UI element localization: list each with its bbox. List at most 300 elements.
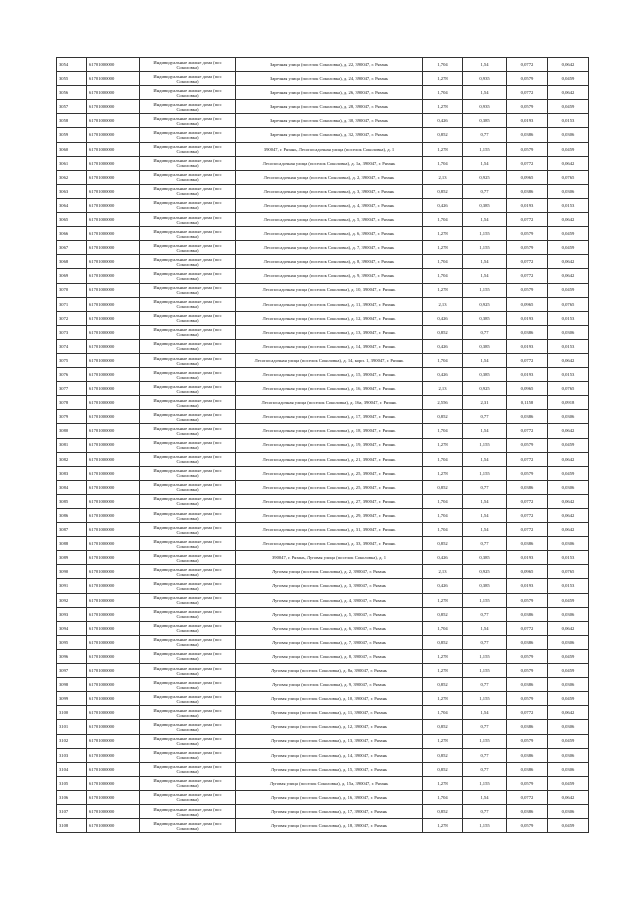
value-cell-2: 1,54 [463, 523, 507, 537]
object-type-cell: Индивидуальные жилые дома (пос Соколовка) [140, 480, 236, 494]
value-cell-1: 0,426 [423, 551, 463, 565]
address-cell: Лесопосадочная улица (поселок Соколовка), д. 17, 390047, г. Рязань [236, 410, 423, 424]
oktmo-code-cell: 61701000000 [87, 184, 140, 198]
value-cell-2: 0,935 [463, 100, 507, 114]
object-type-cell: Индивидуальные жилые дома (пос Соколовка) [140, 325, 236, 339]
value-cell-2: 1,54 [463, 255, 507, 269]
row-number-cell: 3065 [57, 213, 87, 227]
oktmo-code-cell: 61701000000 [87, 368, 140, 382]
row-number-cell: 3062 [57, 170, 87, 184]
row-number-cell: 3057 [57, 100, 87, 114]
value-cell-2: 1,155 [463, 438, 507, 452]
address-cell: Лесопосадочная улица (поселок Соколовка), д. 15, 390047, г. Рязань [236, 368, 423, 382]
object-type-cell: Индивидуальные жилые дома (пос Соколовка) [140, 227, 236, 241]
table-row [57, 72, 589, 86]
address-cell: Лесопосадочная улица (поселок Соколовка), д. 12, 390047, г. Рязань [236, 311, 423, 325]
value-cell-2: 1,155 [463, 466, 507, 480]
oktmo-code-cell: 61701000000 [87, 664, 140, 678]
value-cell-2: 1,54 [463, 452, 507, 466]
address-cell: Заречная улица (поселок Соколовка), д. 22, 390047, г. Рязань [236, 58, 423, 72]
value-cell-1: 0,426 [423, 368, 463, 382]
row-number-cell: 3056 [57, 86, 87, 100]
value-cell-1: 0,852 [423, 325, 463, 339]
address-cell: Лесопосадочная улица (поселок Соколовка), д. 11, 390047, г. Рязань [236, 297, 423, 311]
oktmo-code-cell: 61701000000 [87, 466, 140, 480]
value-cell-3: 0,0579 [507, 142, 548, 156]
value-cell-1: 1,704 [423, 621, 463, 635]
row-number-cell: 3078 [57, 396, 87, 410]
table-row [57, 452, 589, 466]
address-cell: Лесопосадочная улица (поселок Соколовка), д. 2, 390047, г. Рязань [236, 170, 423, 184]
table-row [57, 382, 589, 396]
address-cell: Луговая улица (поселок Соколовка), д. 13, 390047, г. Рязань [236, 734, 423, 748]
oktmo-code-cell: 61701000000 [87, 762, 140, 776]
address-cell: Лесопосадочная улица (поселок Соколовка), д. 27, 390047, г. Рязань [236, 494, 423, 508]
oktmo-code-cell: 61701000000 [87, 607, 140, 621]
value-cell-3: 0,0965 [507, 382, 548, 396]
value-cell-3: 0,0772 [507, 523, 548, 537]
object-type-cell: Индивидуальные жилые дома (пос Соколовка) [140, 241, 236, 255]
value-cell-4: 0,0306 [548, 184, 589, 198]
value-cell-2: 0,385 [463, 579, 507, 593]
table-row [57, 283, 589, 297]
row-number-cell: 3070 [57, 283, 87, 297]
object-type-cell: Индивидуальные жилые дома (пос Соколовка) [140, 565, 236, 579]
value-cell-3: 0,0386 [507, 678, 548, 692]
value-cell-1: 1,278 [423, 649, 463, 663]
oktmo-code-cell: 61701000000 [87, 142, 140, 156]
value-cell-4: 0,0153 [548, 114, 589, 128]
object-type-cell: Индивидуальные жилые дома (пос Соколовка) [140, 424, 236, 438]
oktmo-code-cell: 61701000000 [87, 170, 140, 184]
table-row [57, 593, 589, 607]
oktmo-code-cell: 61701000000 [87, 283, 140, 297]
value-cell-2: 1,54 [463, 156, 507, 170]
oktmo-code-cell: 61701000000 [87, 593, 140, 607]
value-cell-1: 0,852 [423, 635, 463, 649]
object-type-cell: Индивидуальные жилые дома (пос Соколовка) [140, 523, 236, 537]
value-cell-2: 0,77 [463, 635, 507, 649]
value-cell-1: 0,852 [423, 184, 463, 198]
value-cell-3: 0,0772 [507, 86, 548, 100]
oktmo-code-cell: 61701000000 [87, 537, 140, 551]
value-cell-2: 0,385 [463, 551, 507, 565]
value-cell-2: 0,77 [463, 184, 507, 198]
row-number-cell: 3099 [57, 692, 87, 706]
table-row [57, 114, 589, 128]
value-cell-3: 0,0579 [507, 776, 548, 790]
table-row [57, 142, 589, 156]
address-cell: Лесопосадочная улица (поселок Соколовка), д. 1а, 390047, г. Рязань [236, 156, 423, 170]
oktmo-code-cell: 61701000000 [87, 819, 140, 833]
address-cell: Лесопосадочная улица (поселок Соколовка), д. 29, 390047, г. Рязань [236, 509, 423, 523]
table-row [57, 621, 589, 635]
value-cell-4: 0,0642 [548, 621, 589, 635]
value-cell-3: 0,0386 [507, 325, 548, 339]
value-cell-3: 0,0386 [507, 635, 548, 649]
value-cell-4: 0,0765 [548, 565, 589, 579]
address-cell: Луговая улица (поселок Соколовка), д. 3, 390047, г. Рязань [236, 579, 423, 593]
value-cell-3: 0,0386 [507, 480, 548, 494]
value-cell-1: 0,852 [423, 410, 463, 424]
object-type-cell: Индивидуальные жилые дома (пос Соколовка) [140, 170, 236, 184]
table-row [57, 255, 589, 269]
object-type-cell: Индивидуальные жилые дома (пос Соколовка) [140, 410, 236, 424]
value-cell-4: 0,0459 [548, 142, 589, 156]
address-cell: Лесопосадочная улица (поселок Соколовка), д. 19, 390047, г. Рязань [236, 438, 423, 452]
address-cell: Лесопосадочная улица (поселок Соколовка), д. 25, 390047, г. Рязань [236, 466, 423, 480]
oktmo-code-cell: 61701000000 [87, 114, 140, 128]
oktmo-code-cell: 61701000000 [87, 621, 140, 635]
oktmo-code-cell: 61701000000 [87, 720, 140, 734]
value-cell-1: 2,13 [423, 565, 463, 579]
oktmo-code-cell: 61701000000 [87, 311, 140, 325]
table-row [57, 156, 589, 170]
value-cell-2: 1,155 [463, 664, 507, 678]
value-cell-2: 1,54 [463, 353, 507, 367]
value-cell-4: 0,0642 [548, 452, 589, 466]
value-cell-1: 1,278 [423, 283, 463, 297]
table-row [57, 509, 589, 523]
address-cell: Луговая улица (поселок Соколовка), д. 12, 390047, г. Рязань [236, 720, 423, 734]
table-row [57, 579, 589, 593]
oktmo-code-cell: 61701000000 [87, 509, 140, 523]
address-cell: Луговая улица (поселок Соколовка), д. 18, 390047, г. Рязань [236, 819, 423, 833]
value-cell-1: 0,426 [423, 114, 463, 128]
row-number-cell: 3089 [57, 551, 87, 565]
oktmo-code-cell: 61701000000 [87, 734, 140, 748]
oktmo-code-cell: 61701000000 [87, 382, 140, 396]
table-row [57, 734, 589, 748]
table-row [57, 649, 589, 663]
table-row [57, 311, 589, 325]
table-row [57, 100, 589, 114]
oktmo-code-cell: 61701000000 [87, 86, 140, 100]
row-number-cell: 3106 [57, 790, 87, 804]
value-cell-2: 1,54 [463, 58, 507, 72]
object-type-cell: Индивидуальные жилые дома (пос Соколовка) [140, 438, 236, 452]
value-cell-4: 0,0306 [548, 804, 589, 818]
object-type-cell: Индивидуальные жилые дома (пос Соколовка) [140, 494, 236, 508]
value-cell-3: 0,0193 [507, 579, 548, 593]
value-cell-3: 0,0579 [507, 283, 548, 297]
object-type-cell: Индивидуальные жилые дома (пос Соколовка) [140, 128, 236, 142]
value-cell-2: 0,77 [463, 325, 507, 339]
oktmo-code-cell: 61701000000 [87, 678, 140, 692]
value-cell-1: 1,704 [423, 509, 463, 523]
object-type-cell: Индивидуальные жилые дома (пос Соколовка) [140, 311, 236, 325]
row-number-cell: 3073 [57, 325, 87, 339]
value-cell-2: 1,54 [463, 706, 507, 720]
value-cell-4: 0,0153 [548, 551, 589, 565]
value-cell-3: 0,0193 [507, 198, 548, 212]
value-cell-1: 2,13 [423, 297, 463, 311]
object-type-cell: Индивидуальные жилые дома (пос Соколовка) [140, 607, 236, 621]
oktmo-code-cell: 61701000000 [87, 438, 140, 452]
address-cell: Луговая улица (поселок Соколовка), д. 15а, 390047, г. Рязань [236, 776, 423, 790]
table-row [57, 537, 589, 551]
value-cell-2: 0,385 [463, 368, 507, 382]
object-type-cell: Индивидуальные жилые дома (пос Соколовка) [140, 537, 236, 551]
value-cell-1: 0,426 [423, 579, 463, 593]
object-type-cell: Индивидуальные жилые дома (пос Соколовка) [140, 86, 236, 100]
object-type-cell: Индивидуальные жилые дома (пос Соколовка) [140, 593, 236, 607]
object-type-cell: Индивидуальные жилые дома (пос Соколовка) [140, 382, 236, 396]
object-type-cell: Индивидуальные жилые дома (пос Соколовка) [140, 368, 236, 382]
value-cell-2: 0,77 [463, 748, 507, 762]
value-cell-1: 1,278 [423, 72, 463, 86]
value-cell-4: 0,0306 [548, 635, 589, 649]
row-number-cell: 3084 [57, 480, 87, 494]
value-cell-3: 0,0386 [507, 804, 548, 818]
oktmo-code-cell: 61701000000 [87, 776, 140, 790]
oktmo-code-cell: 61701000000 [87, 396, 140, 410]
address-cell: Луговая улица (поселок Соколовка), д. 5, 390047, г. Рязань [236, 607, 423, 621]
value-cell-1: 1,704 [423, 523, 463, 537]
object-type-cell: Индивидуальные жилые дома (пос Соколовка) [140, 649, 236, 663]
oktmo-code-cell: 61701000000 [87, 255, 140, 269]
value-cell-1: 1,278 [423, 466, 463, 480]
value-cell-1: 0,852 [423, 678, 463, 692]
row-number-cell: 3081 [57, 438, 87, 452]
value-cell-1: 1,704 [423, 353, 463, 367]
value-cell-4: 0,0306 [548, 678, 589, 692]
value-cell-1: 1,704 [423, 706, 463, 720]
value-cell-4: 0,0459 [548, 283, 589, 297]
value-cell-3: 0,0193 [507, 311, 548, 325]
address-cell: Лесопосадочная улица (поселок Соколовка), д. 31, 390047, г. Рязань [236, 523, 423, 537]
address-cell: Луговая улица (поселок Соколовка), д. 10, 390047, г. Рязань [236, 692, 423, 706]
value-cell-2: 0,77 [463, 678, 507, 692]
value-cell-3: 0,0772 [507, 424, 548, 438]
row-number-cell: 3086 [57, 509, 87, 523]
value-cell-4: 0,0918 [548, 396, 589, 410]
value-cell-1: 1,704 [423, 790, 463, 804]
value-cell-4: 0,0306 [548, 325, 589, 339]
row-number-cell: 3103 [57, 748, 87, 762]
row-number-cell: 3066 [57, 227, 87, 241]
value-cell-2: 1,155 [463, 734, 507, 748]
value-cell-4: 0,0459 [548, 593, 589, 607]
table-row [57, 128, 589, 142]
value-cell-3: 0,0386 [507, 410, 548, 424]
table-row [57, 494, 589, 508]
oktmo-code-cell: 61701000000 [87, 269, 140, 283]
value-cell-4: 0,0642 [548, 86, 589, 100]
value-cell-4: 0,0459 [548, 72, 589, 86]
table-row [57, 678, 589, 692]
value-cell-2: 0,77 [463, 410, 507, 424]
value-cell-3: 0,0579 [507, 649, 548, 663]
value-cell-3: 0,0579 [507, 593, 548, 607]
oktmo-code-cell: 61701000000 [87, 565, 140, 579]
value-cell-3: 0,0579 [507, 819, 548, 833]
object-type-cell: Индивидуальные жилые дома (пос Соколовка) [140, 466, 236, 480]
row-number-cell: 3071 [57, 297, 87, 311]
value-cell-3: 0,0386 [507, 762, 548, 776]
value-cell-4: 0,0306 [548, 762, 589, 776]
object-type-cell: Индивидуальные жилые дома (пос Соколовка) [140, 142, 236, 156]
row-number-cell: 3102 [57, 734, 87, 748]
value-cell-3: 0,0386 [507, 184, 548, 198]
address-cell: Заречная улица (поселок Соколовка), д. 26, 390047, г. Рязань [236, 86, 423, 100]
value-cell-3: 0,1158 [507, 396, 548, 410]
value-cell-2: 1,155 [463, 283, 507, 297]
oktmo-code-cell: 61701000000 [87, 72, 140, 86]
row-number-cell: 3082 [57, 452, 87, 466]
table-row [57, 227, 589, 241]
address-cell: Луговая улица (поселок Соколовка), д. 9, 390047, г. Рязань [236, 678, 423, 692]
table-row [57, 198, 589, 212]
address-cell: Лесопосадочная улица (поселок Соколовка), д. 14, 390047, г. Рязань [236, 339, 423, 353]
address-cell: Луговая улица (поселок Соколовка), д. 16, 390047, г. Рязань [236, 790, 423, 804]
table-row [57, 762, 589, 776]
value-cell-2: 0,77 [463, 762, 507, 776]
row-number-cell: 3055 [57, 72, 87, 86]
value-cell-3: 0,0579 [507, 664, 548, 678]
value-cell-2: 0,77 [463, 607, 507, 621]
value-cell-3: 0,0579 [507, 227, 548, 241]
table-row [57, 86, 589, 100]
row-number-cell: 3074 [57, 339, 87, 353]
object-type-cell: Индивидуальные жилые дома (пос Соколовка) [140, 706, 236, 720]
table-row [57, 396, 589, 410]
table-row [57, 241, 589, 255]
row-number-cell: 3075 [57, 353, 87, 367]
value-cell-2: 1,155 [463, 649, 507, 663]
value-cell-1: 1,278 [423, 734, 463, 748]
value-cell-4: 0,0306 [548, 537, 589, 551]
oktmo-code-cell: 61701000000 [87, 353, 140, 367]
value-cell-1: 1,278 [423, 142, 463, 156]
object-type-cell: Индивидуальные жилые дома (пос Соколовка) [140, 255, 236, 269]
row-number-cell: 3054 [57, 58, 87, 72]
value-cell-3: 0,0965 [507, 565, 548, 579]
object-type-cell: Индивидуальные жилые дома (пос Соколовка) [140, 776, 236, 790]
row-number-cell: 3072 [57, 311, 87, 325]
value-cell-1: 1,704 [423, 255, 463, 269]
object-type-cell: Индивидуальные жилые дома (пос Соколовка) [140, 790, 236, 804]
value-cell-2: 1,155 [463, 819, 507, 833]
row-number-cell: 3063 [57, 184, 87, 198]
value-cell-2: 1,155 [463, 692, 507, 706]
row-number-cell: 3091 [57, 579, 87, 593]
address-cell: 390047, г. Рязань, Лесопосадочная улица (поселок Соколовка), д. 1 [236, 142, 423, 156]
row-number-cell: 3107 [57, 804, 87, 818]
value-cell-3: 0,0579 [507, 72, 548, 86]
address-cell: Луговая улица (поселок Соколовка), д. 8а, 390047, г. Рязань [236, 664, 423, 678]
value-cell-2: 0,77 [463, 537, 507, 551]
address-cell: Лесопосадочная улица (поселок Соколовка), д. 16а, 390047, г. Рязань [236, 396, 423, 410]
row-number-cell: 3095 [57, 635, 87, 649]
value-cell-4: 0,0459 [548, 776, 589, 790]
value-cell-1: 1,278 [423, 692, 463, 706]
value-cell-3: 0,0193 [507, 114, 548, 128]
value-cell-2: 0,385 [463, 311, 507, 325]
oktmo-code-cell: 61701000000 [87, 804, 140, 818]
value-cell-1: 0,852 [423, 720, 463, 734]
oktmo-code-cell: 61701000000 [87, 579, 140, 593]
object-type-cell: Индивидуальные жилые дома (пос Соколовка) [140, 297, 236, 311]
value-cell-3: 0,0579 [507, 100, 548, 114]
value-cell-3: 0,0193 [507, 368, 548, 382]
value-cell-1: 0,852 [423, 762, 463, 776]
table-row [57, 523, 589, 537]
object-type-cell: Индивидуальные жилые дома (пос Соколовка) [140, 58, 236, 72]
address-cell: Лесопосадочная улица (поселок Соколовка), д. 6, 390047, г. Рязань [236, 227, 423, 241]
value-cell-4: 0,0306 [548, 128, 589, 142]
table-row [57, 269, 589, 283]
object-type-cell: Индивидуальные жилые дома (пос Соколовка) [140, 213, 236, 227]
address-cell: Лесопосадочная улица (поселок Соколовка), д. 5, 390047, г. Рязань [236, 213, 423, 227]
value-cell-3: 0,0772 [507, 509, 548, 523]
value-cell-1: 1,278 [423, 776, 463, 790]
table-row [57, 424, 589, 438]
value-cell-3: 0,0386 [507, 720, 548, 734]
value-cell-2: 0,77 [463, 480, 507, 494]
object-type-cell: Индивидуальные жилые дома (пос Соколовка) [140, 678, 236, 692]
value-cell-1: 1,278 [423, 227, 463, 241]
value-cell-2: 1,54 [463, 269, 507, 283]
value-cell-1: 1,704 [423, 424, 463, 438]
address-cell: Лесопосадочная улица (поселок Соколовка), д. 7, 390047, г. Рязань [236, 241, 423, 255]
value-cell-4: 0,0459 [548, 664, 589, 678]
object-type-cell: Индивидуальные жилые дома (пос Соколовка) [140, 692, 236, 706]
row-number-cell: 3061 [57, 156, 87, 170]
table-row [57, 297, 589, 311]
value-cell-3: 0,0772 [507, 621, 548, 635]
value-cell-3: 0,0772 [507, 213, 548, 227]
table-row [57, 438, 589, 452]
address-cell: Лесопосадочная улица (поселок Соколовка), д. 4, 390047, г. Рязань [236, 198, 423, 212]
value-cell-4: 0,0306 [548, 607, 589, 621]
value-cell-1: 1,704 [423, 86, 463, 100]
oktmo-code-cell: 61701000000 [87, 494, 140, 508]
value-cell-4: 0,0306 [548, 480, 589, 494]
object-type-cell: Индивидуальные жилые дома (пос Соколовка) [140, 283, 236, 297]
value-cell-2: 1,155 [463, 776, 507, 790]
value-cell-3: 0,0386 [507, 748, 548, 762]
address-cell: Луговая улица (поселок Соколовка), д. 6, 390047, г. Рязань [236, 621, 423, 635]
object-type-cell: Индивидуальные жилые дома (пос Соколовка) [140, 184, 236, 198]
value-cell-4: 0,0642 [548, 269, 589, 283]
value-cell-4: 0,0459 [548, 241, 589, 255]
value-cell-4: 0,0459 [548, 100, 589, 114]
value-cell-3: 0,0386 [507, 607, 548, 621]
row-number-cell: 3068 [57, 255, 87, 269]
object-type-cell: Индивидуальные жилые дома (пос Соколовка) [140, 720, 236, 734]
table-row [57, 720, 589, 734]
oktmo-code-cell: 61701000000 [87, 297, 140, 311]
table-row [57, 480, 589, 494]
row-number-cell: 3064 [57, 198, 87, 212]
value-cell-4: 0,0459 [548, 438, 589, 452]
row-number-cell: 3087 [57, 523, 87, 537]
table-row [57, 170, 589, 184]
object-type-cell: Индивидуальные жилые дома (пос Соколовка) [140, 452, 236, 466]
row-number-cell: 3104 [57, 762, 87, 776]
value-cell-2: 0,385 [463, 198, 507, 212]
table-row [57, 368, 589, 382]
object-type-cell: Индивидуальные жилые дома (пос Соколовка) [140, 664, 236, 678]
value-cell-3: 0,0965 [507, 170, 548, 184]
oktmo-code-cell: 61701000000 [87, 100, 140, 114]
object-type-cell: Индивидуальные жилые дома (пос Соколовка) [140, 762, 236, 776]
object-type-cell: Индивидуальные жилые дома (пос Соколовка) [140, 353, 236, 367]
object-type-cell: Индивидуальные жилые дома (пос Соколовка) [140, 100, 236, 114]
address-cell: Лесопосадочная улица (поселок Соколовка), д. 13, 390047, г. Рязань [236, 325, 423, 339]
address-cell: Заречная улица (поселок Соколовка), д. 24, 390047, г. Рязань [236, 72, 423, 86]
